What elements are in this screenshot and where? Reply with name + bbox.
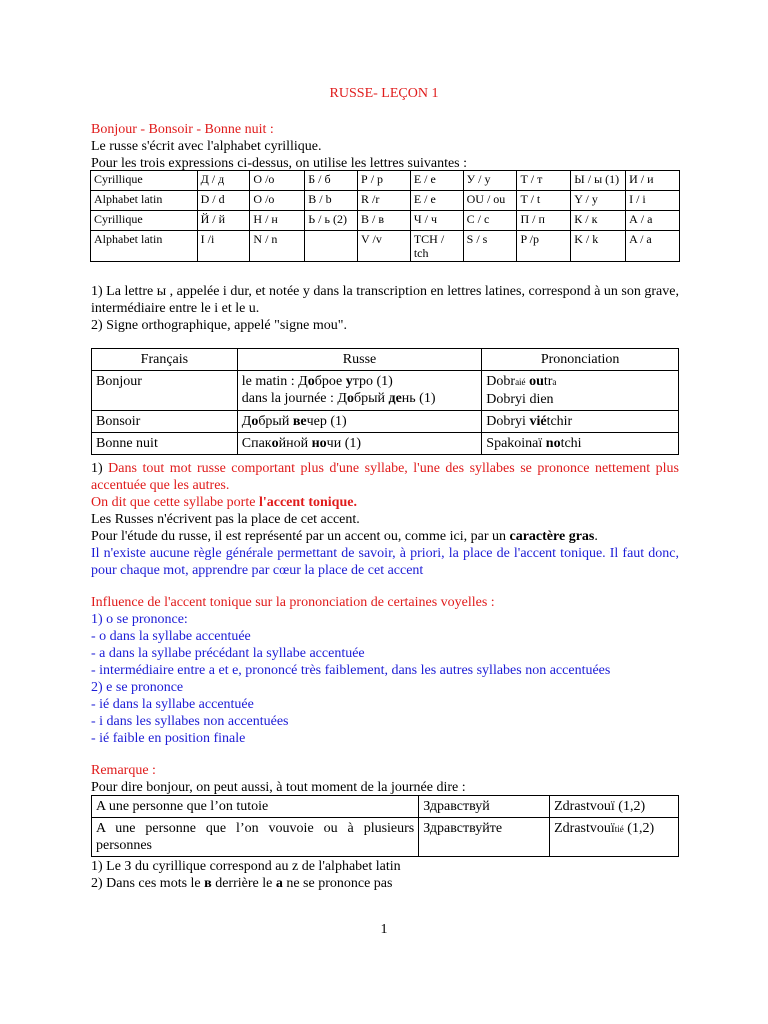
note-signe-mou: 2) Signe orthographique, appelé "signe mou".	[91, 318, 347, 333]
bonjour-pr-1: Dobraié outra	[486, 374, 557, 389]
alphabet-cell: В / в	[358, 211, 411, 231]
remarque-line: Pour dire bonjour, on peut aussi, à tout moment de la journée dire :	[91, 780, 466, 795]
cell-bonsoir-pr: Dobryi viétchir	[482, 411, 679, 433]
bonjour-matin: le matin : Доброе утро (1)	[241, 374, 393, 389]
accent-section	[91, 460, 679, 579]
alphabet-cell: B / b	[305, 191, 358, 211]
alphabet-row	[91, 231, 680, 262]
influence-item: 1) o se prononce:	[91, 612, 188, 627]
phrases-table	[91, 348, 679, 455]
page-title: RUSSE- LEÇON 1	[329, 86, 439, 101]
alphabet-cell: N / n	[250, 231, 305, 262]
header-prononciation: Prononciation	[482, 349, 679, 371]
influence-item: - a dans la syllabe précédant la syllabe accentuée	[91, 646, 365, 661]
alphabet-cell: У / у	[463, 171, 517, 191]
alphabet-cell: Т / т	[517, 171, 571, 191]
intro-line-1: Le russe s'écrit avec l'alphabet cyrillique.	[91, 139, 322, 154]
accent-note-4: Pour l'étude du russe, il est représenté par un accent ou, comme ici, par un caractère gras.	[91, 529, 598, 544]
cell-nuit-ru: Спакойной ночи (1)	[237, 433, 482, 455]
alphabet-cell: Б / б	[305, 171, 358, 191]
alphabet-cell: I /i	[197, 231, 250, 262]
influence-item: - intermédiaire entre a et e, prononcé très faiblement, dans les autres syllabes non accentuées	[91, 663, 611, 678]
alphabet-row-label: Alphabet latin	[91, 231, 198, 262]
alphabet-cell: Ь / ь (2)	[305, 211, 358, 231]
alphabet-cell: R /r	[358, 191, 411, 211]
alphabet-table	[90, 170, 680, 262]
final-note-1: 1) Le З du cyrillique correspond au z de l'alphabet latin	[91, 859, 401, 874]
alphabet-cell: Й / й	[197, 211, 250, 231]
alphabet-cell: Р / р	[358, 171, 411, 191]
alphabet-cell: D / d	[197, 191, 250, 211]
greet-row-tutoie	[92, 796, 679, 818]
accent-note-1: 1) Dans tout mot russe comportant plus d'une syllabe, l'une des syllabes se prononce nettement plus accentuée que les autres.	[91, 461, 679, 493]
influence-section	[91, 594, 679, 747]
final-note-2: 2) Dans ces mots le в derrière le a ne se prononce pas	[91, 876, 393, 891]
greeting-table	[91, 795, 679, 857]
alphabet-cell: T / t	[517, 191, 571, 211]
greet-vouvoie-fr: A une personne que l’on vouvoie ou à plusieurs personnes	[92, 818, 419, 857]
cell-bonsoir-fr: Bonsoir	[92, 411, 238, 433]
influence-item: - ié faible en position finale	[91, 731, 246, 746]
alphabet-cell: Е / е	[410, 171, 463, 191]
influence-item: - ié dans la syllabe accentuée	[91, 697, 254, 712]
alphabet-row	[91, 211, 680, 231]
greet-row-vouvoie	[92, 818, 679, 857]
alphabet-cell: O /o	[250, 191, 305, 211]
note-i-dur: 1) La lettre ы , appelée i dur, et notée y dans la transcription en lettres latines, correspond à un son grave, intermédiaire entre le i et le u.	[91, 284, 679, 316]
greeting-heading: Bonjour - Bonsoir - Bonne nuit :	[91, 122, 274, 137]
greet-tutoie-fr: A une personne que l’on tutoie	[92, 796, 419, 818]
cell-nuit-pr: Spakoinaï notchi	[482, 433, 679, 455]
cell-bonjour-pr	[482, 371, 679, 411]
alphabet-row-label: Cyrillique	[91, 171, 198, 191]
greet-tutoie-ru: Здравствуй	[419, 796, 550, 818]
alphabet-cell: Д / д	[197, 171, 250, 191]
accent-note-3: Les Russes n'écrivent pas la place de cet accent.	[91, 512, 360, 527]
row-bonne-nuit	[92, 433, 679, 455]
alphabet-cell: Ы / ы (1)	[571, 171, 626, 191]
alphabet-cell: TCH / tch	[410, 231, 463, 262]
alphabet-cell: E / e	[410, 191, 463, 211]
alphabet-cell: A / a	[626, 231, 680, 262]
influence-item: - i dans les syllabes non accentuées	[91, 714, 289, 729]
alphabet-cell: И / и	[626, 171, 680, 191]
notes-1	[91, 283, 679, 334]
alphabet-cell: К / к	[571, 211, 626, 231]
alphabet-row-label: Alphabet latin	[91, 191, 198, 211]
alphabet-row-label: Cyrillique	[91, 211, 198, 231]
remarque-heading: Remarque :	[91, 763, 156, 778]
intro-line-2: Pour les trois expressions ci-dessus, on utilise les lettres suivantes :	[91, 156, 468, 171]
bonjour-journee: dans la journée : Добрый день (1)	[241, 391, 436, 406]
alphabet-cell: Н / н	[250, 211, 305, 231]
greet-tutoie-pr: Zdrastvouï (1,2)	[550, 796, 679, 818]
alphabet-cell: OU / ou	[463, 191, 517, 211]
alphabet-row	[91, 171, 680, 191]
greet-vouvoie-pr: Zdrastvouïtié (1,2)	[550, 818, 679, 857]
intro	[91, 121, 679, 172]
influence-item: 2) e se prononce	[91, 680, 184, 695]
phrases-header-row	[92, 349, 679, 371]
alphabet-cell: А / а	[626, 211, 680, 231]
influence-heading: Influence de l'accent tonique sur la prononciation de certaines voyelles :	[91, 595, 495, 610]
accent-note-5: Il n'existe aucune règle générale permettant de savoir, à priori, la place de l'accent tonique. Il faut donc, pour chaque mot, apprendre par cœur la place de cet accent	[91, 546, 679, 578]
bonjour-pr-2: Dobryi dien	[486, 392, 554, 407]
alphabet-cell: V /v	[358, 231, 411, 262]
accent-note-2: On dit que cette syllabe porte l'accent tonique.	[91, 495, 357, 510]
alphabet-cell: П / п	[517, 211, 571, 231]
row-bonsoir	[92, 411, 679, 433]
alphabet-cell	[305, 231, 358, 262]
cell-bonjour-fr: Bonjour	[92, 371, 238, 411]
alphabet-row	[91, 191, 680, 211]
header-russe: Russe	[237, 349, 482, 371]
alphabet-cell: Y / y	[571, 191, 626, 211]
greet-vouvoie-ru: Здравствуйте	[419, 818, 550, 857]
row-bonjour	[92, 371, 679, 411]
final-notes	[91, 858, 679, 892]
alphabet-cell: О /о	[250, 171, 305, 191]
cell-bonjour-ru	[237, 371, 482, 411]
alphabet-cell: P /p	[517, 231, 571, 262]
cell-bonsoir-ru: Добрый вечер (1)	[237, 411, 482, 433]
page-number: 1	[380, 922, 388, 937]
cell-nuit-fr: Bonne nuit	[92, 433, 238, 455]
alphabet-cell: K / k	[571, 231, 626, 262]
header-francais: Français	[92, 349, 238, 371]
remarque-section	[91, 762, 679, 796]
influence-item: - o dans la syllabe accentuée	[91, 629, 251, 644]
alphabet-cell: I / i	[626, 191, 680, 211]
alphabet-cell: Ч / ч	[410, 211, 463, 231]
alphabet-cell: С / с	[463, 211, 517, 231]
alphabet-cell: S / s	[463, 231, 517, 262]
